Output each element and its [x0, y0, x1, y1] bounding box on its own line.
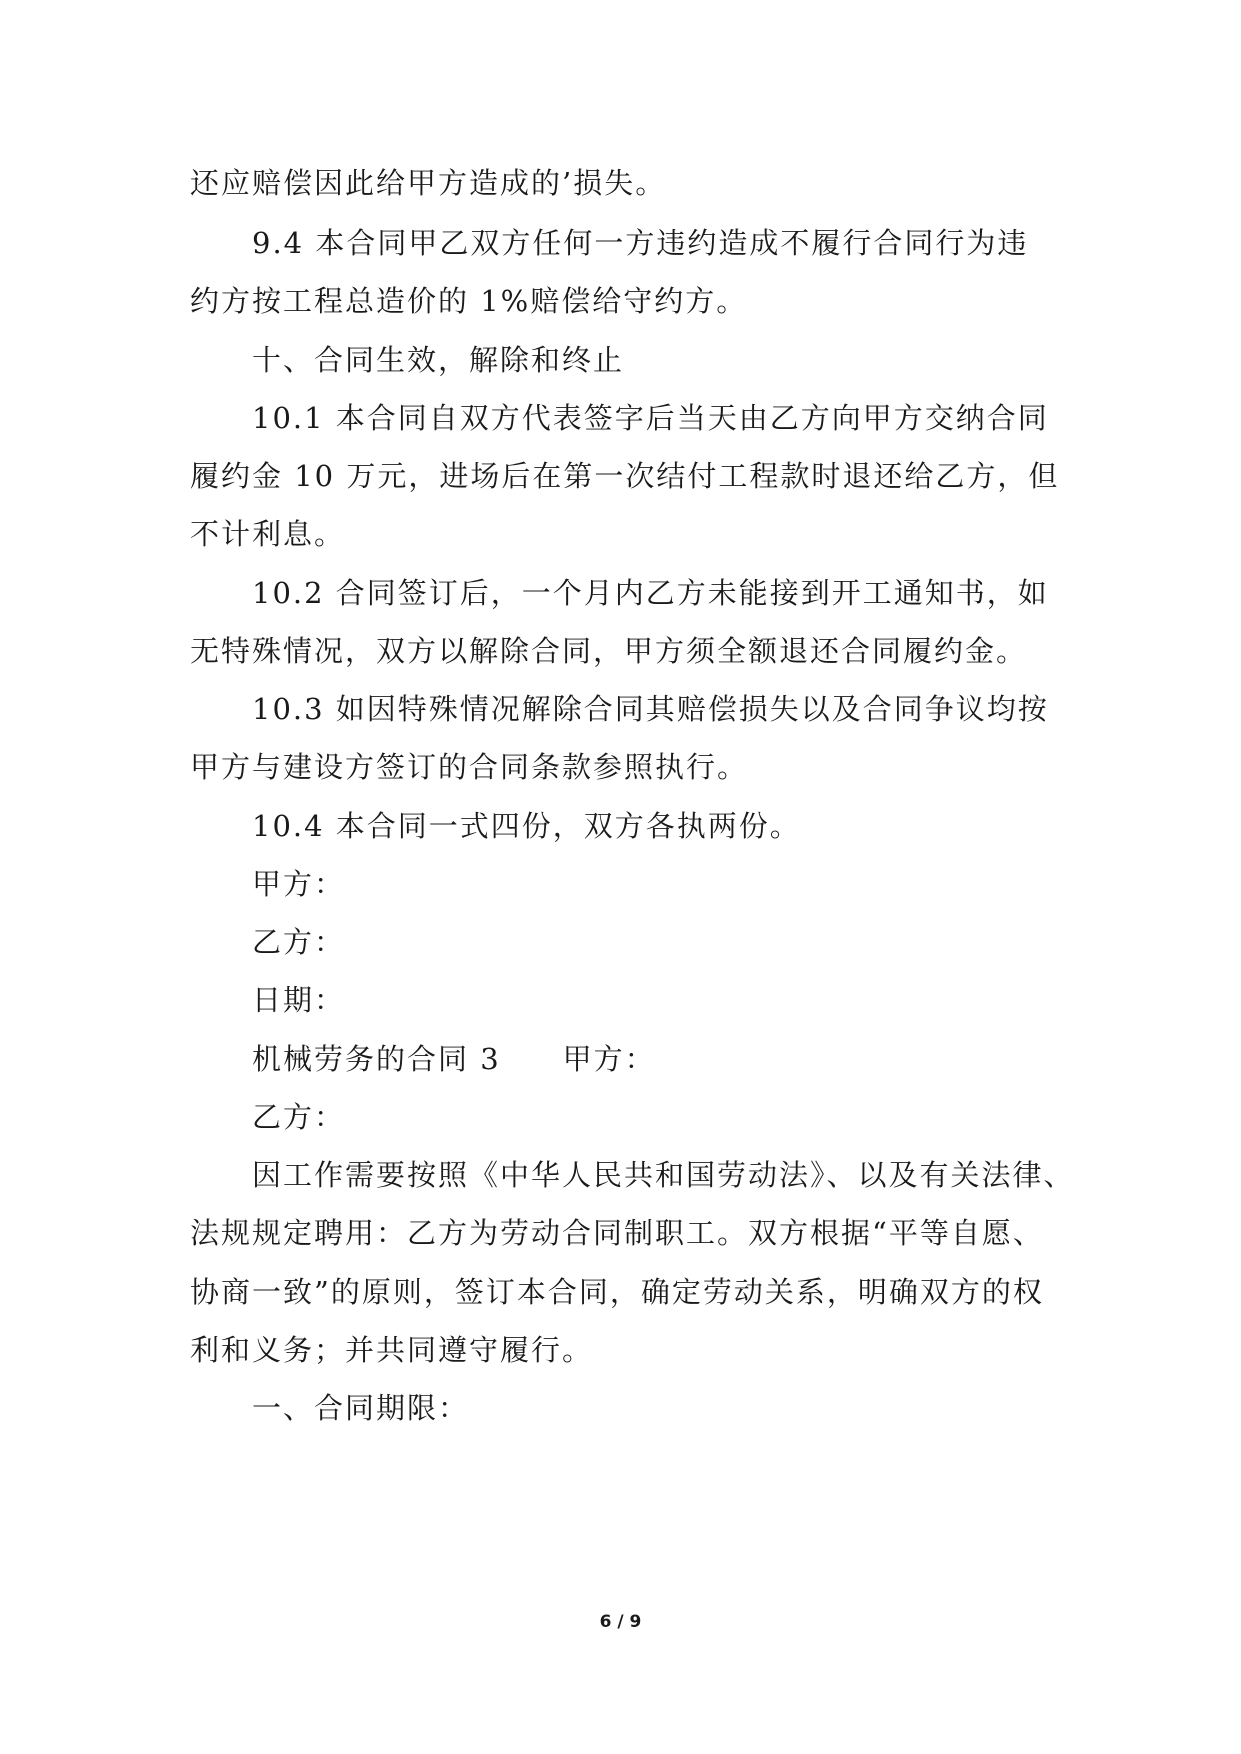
signature-party-a: 甲方：: [252, 867, 346, 901]
paragraph-line: 约方按工程总造价的 1%赔偿给守约方。: [190, 284, 748, 318]
paragraph-line: 法规规定聘用：乙方为劳动合同制职工。双方根据“平等自愿、: [190, 1216, 1044, 1250]
paragraph-line: 利和义务；并共同遵守履行。: [190, 1333, 594, 1367]
contract-title-line: 机械劳务的合同 3 甲方：: [252, 1042, 656, 1076]
section-heading: 十、合同生效，解除和终止: [252, 343, 625, 377]
paragraph-line: 不计利息。: [190, 517, 346, 551]
paragraph-line: 10.3 如因特殊情况解除合同其赔偿损失以及合同争议均按: [252, 692, 1049, 726]
party-b-line: 乙方：: [252, 1100, 346, 1134]
paragraph-line: 10.1 本合同自双方代表签字后当天由乙方向甲方交纳合同: [252, 401, 1049, 435]
paragraph-line: 甲方与建设方签订的合同条款参照执行。: [190, 750, 749, 784]
paragraph-line: 10.4 本合同一式四份，双方各执两份。: [252, 809, 801, 843]
paragraph-line: 履约金 10 万元，进场后在第一次结付工程款时退还给乙方，但: [190, 459, 1060, 493]
paragraph-line: 无特殊情况，双方以解除合同，甲方须全额退还合同履约金。: [190, 634, 1028, 668]
paragraph-line: 还应赔偿因此给甲方造成的’损失。: [190, 166, 667, 200]
paragraph-line: 9.4 本合同甲乙双方任何一方违约造成不履行合同行为违: [252, 226, 1029, 260]
signature-date: 日期：: [252, 983, 346, 1017]
section-heading: 一、合同期限：: [252, 1391, 470, 1425]
paragraph-line: 协商一致”的原则，签订本合同，确定劳动关系，明确双方的权: [190, 1275, 1044, 1309]
signature-party-b: 乙方：: [252, 925, 346, 959]
paragraph-line: 10.2 合同签订后，一个月内乙方未能接到开工通知书，如: [252, 576, 1049, 610]
page-number: 6 / 9: [599, 1612, 642, 1632]
paragraph-line: 因工作需要按照《中华人民共和国劳动法》、以及有关法律、: [252, 1158, 1075, 1192]
